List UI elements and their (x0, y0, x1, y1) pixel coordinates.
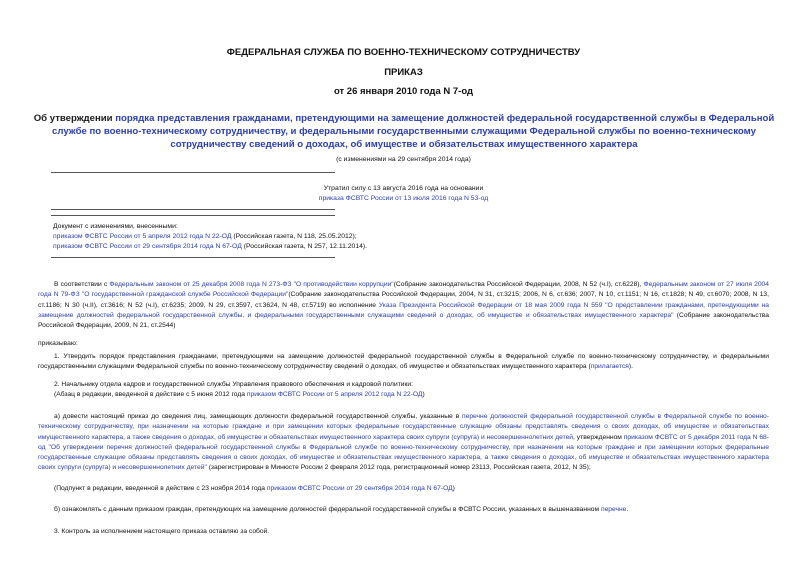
text-span: б) ознакомлять с данным приказом граждан, претендующих на замещение должностей федеральной государственной службы в ФСВТС России, указанных в вышеназванном (54, 506, 601, 513)
paragraph-2-note (54, 390, 769, 400)
changes-item-1-rest: (Российская газета, N 118, 25.05.2012); (231, 233, 357, 240)
paragraph-b (54, 505, 769, 515)
text-span: ) (452, 485, 455, 492)
amendments-note: (с изменениями на 29 сентября 2014 года) (336, 156, 471, 163)
date-number-heading: от 26 января 2010 года N 7-од (333, 86, 474, 97)
paragraph-1 (38, 352, 769, 373)
appendix-link[interactable]: прилагается (590, 363, 629, 371)
changes-link-2[interactable]: приказом ФСВТС России от 29 сентября 2014 года N 67-ОД (53, 243, 242, 250)
doc-type-heading: ПРИКАЗ (384, 67, 423, 78)
document-title (32, 112, 776, 151)
text-span: . (626, 506, 629, 513)
text-span: (Собрание законодательства Российской Федерации, 2008, N 52 (ч.I), ст.6228), (393, 281, 644, 288)
paragraph-a (38, 412, 769, 474)
agency-heading: ФЕДЕРАЛЬНАЯ СЛУЖБА ПО ВОЕННО-ТЕХНИЧЕСКОМУ СОТРУДНИЧЕСТВУ (226, 47, 581, 58)
divider (51, 209, 335, 210)
changes-item-2 (53, 242, 367, 252)
expired-link[interactable]: приказа ФСВТС России от 13 июля 2016 года N 53-од (318, 195, 489, 202)
order-68-link[interactable]: приказом ФСВТС от 5 декабря 2011 года N 68-од "Об утверждении перечня должностей федеральной государственной службы в Федеральной службе по военно-техническому сотрудничеству, при назначении на которые граждане и при замещении которых федеральные государственные служащие обязаны представлять сведения о своих доходах, об имуществе и обязательствах имущественного характера, а также сведения о доходах, об имуществе и обязательствах имущественного характера своих супруги (супруга) и несовершеннолетних детей" (38, 433, 769, 472)
text-span: (Абзац в редакции, введенной в действие с 5 июня 2012 года (54, 391, 247, 398)
text-span: В соответствии с (54, 281, 110, 288)
order-22-link[interactable]: приказом ФСВТС России от 5 апреля 2012 года N 22-ОД (246, 391, 423, 398)
list-link[interactable]: перечне (600, 506, 627, 513)
order-word: приказываю: (38, 340, 78, 347)
text-span: (зарегистрирован в Минюсте России 2 февраля 2012 года, регистрационный номер 23113, Российская газета, 2012, N 35); (206, 464, 591, 472)
divider (51, 215, 335, 216)
changes-item-1 (53, 232, 357, 242)
expired-note: Утратил силу с 13 августа 2016 года на основании (323, 185, 484, 192)
changes-link-1[interactable]: приказом ФСВТС России от 5 апреля 2012 года N 22-ОД (53, 233, 232, 240)
text-span: , утвержденном (573, 433, 624, 441)
positions-list-link[interactable]: перечне должностей федеральной государственной службы в Федеральной службе по военно-техническому сотрудничеству, при назначении на которые граждане и при замещении которых федеральные государственные служащие обязаны представлять сведения о своих доходах, об имуществе и обязательствах имущественного характера, а также сведения о доходах, об имуществе и обязательствах имущественного характера своих супруги (супруга) и несовершеннолетних детей (38, 413, 769, 441)
law-79-link[interactable]: Федеральным законом от 27 июля 2004 года N 79-ФЗ "О государственной гражданской службе Российской Федерации" (38, 281, 769, 299)
paragraph-3: 3. Контроль за исполнением настоящего приказа оставляю за собой. (54, 528, 270, 535)
text-span: (Собрание законодательства Российской Федерации, 2004, N 31, ст.3215; 2006, N 6, ст.636; 2007, N 10, ст.1151; N 16, ст.1828; N 49, ст.6070; 2008, N 13, ст.1186; N 30 (ч.II), ст.3616; N 52 (ч.I), ст.6235; 2009, N 29, ст.3597, ст.3624, N 48, ст.5719) во исполнение (38, 291, 769, 309)
text-span: а) довести настоящий приказ до сведения лиц, замещающих должности федеральной государственной службы, указанные в (54, 413, 462, 420)
title-link[interactable]: порядка представления гражданами, претендующими на замещение должностей федеральной государственной службы в Федеральной службе по военно-техническому сотрудничеству, и федеральными государственными служащими Федеральной службы по военно-техническому сотрудничеству сведений о доходах, об имуществе и обязательствах имущественного характера (52, 113, 775, 150)
text-span: (Собрание законодательства Российской Федерации, 2009, N 21, ст.2544) (38, 311, 769, 330)
law-273-link[interactable]: Федеральным законом от 25 декабря 2008 года N 273-ФЗ "О противодействии коррупции" (109, 281, 394, 288)
order-67-link[interactable]: приказом ФСВТС России от 29 сентября 2014 года N 67-ОД (266, 485, 453, 492)
text-span: 1. Утвердить порядок представления гражданами, претендующими на замещение должностей федеральной государственной службы в Федеральной службе по военно-техническому сотрудничеству, и федеральными государственными служащими Федеральной службы по военно-техническому сотрудничеству сведений о доходах, об имуществе и обязательствах имущественного характера ( (38, 353, 769, 371)
paragraph-a-note (54, 484, 769, 494)
decree-559-link[interactable]: Указа Президента Российской Федерации от 18 мая 2009 года N 559 "О представлении гражданами, претендующими на замещение должностей федеральной государственной службы, и федеральными государственными служащими сведений о доходах, об имуществе и обязательствах имущественного характера" (38, 301, 769, 319)
changes-item-2-rest: (Российская газета, N 257, 12.11.2014). (241, 243, 368, 250)
divider (51, 172, 335, 173)
text-span: ). (628, 363, 633, 371)
paragraph-preamble (38, 280, 769, 331)
changes-intro: Документ с изменениями, внесенными: (53, 223, 178, 230)
divider (51, 257, 335, 258)
title-prefix: Об утверждении (33, 113, 116, 124)
text-span: ) (422, 391, 425, 398)
text-span: (Подпункт в редакции, введенной в действие с 23 ноября 2014 года (54, 485, 267, 492)
paragraph-2: 2. Начальнику отдела кадров и государственной службы Управления правового обеспечения и кадровой политики: (54, 381, 414, 388)
